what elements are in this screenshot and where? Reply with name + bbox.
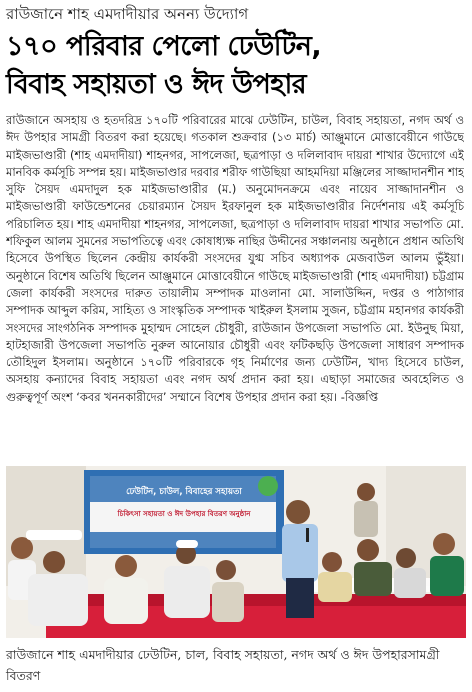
banner-text-1: ঢেউটিন, চাউল, বিবাহের সহায়তা — [126, 487, 242, 497]
article-body: রাউজানে অসহায় ও হতদরিদ্র ১৭০টি পরিবারের মাঝে ঢেউটিন, চাউল, বিবাহ সহায়তা, নগদ অর্থ ও ঈদ উপহার সামগ্রী বিতরণ করা হয়েছে। গতকাল শুক্রবার (১৩ মার্চ) আঞ্জুমানে মোত্তাবেয়ীনে গাউছে মাইজভাণ্ডারী (শাহ এমদাদীয়া) শাহনগর, সাপলেজা, ছত্রপাড়া ও দলিলাবাদ দায়রা শাখার উদ্যোগে এই মানবিক কর্মসূচি সম্পন্ন হয়। মাইজভাণ্ডার দরবার শরীফ গাউছিয়া আহমদিয়া মঞ্জিলের সাজ্জাদানশীন শাহ সুফি সৈয়দ এমদাদুল হক মাইজভাণ্ডারীর (ম.) অনুমোদনক্রমে এবং নায়েব সাজ্জাদানশীন ও মাইজভাণ্ডারী ফাউন্ডেশনের চেয়ারম্যান সৈয়দ ইরফানুল হক মাইজভাণ্ডারীর নির্দেশনায় এই কর্মসূচি পরিচালিত হয়। শাহ এমদাদীয়া শাহনগর, সাপলেজা, ছত্রপাড়া ও দলিলাবাদ দায়রা শাখার সভাপতি মো. শফিকুল আলম সুমনের সভাপতিত্বে এবং কোষাধ্যক্ষ নাছির উদ্দীনের সঞ্চালনায় অনুষ্ঠানে প্রধান অতিথি হিসেবে উপস্থিত ছিলেন কেন্দ্রীয় কার্যকরী সংসদের যুগ্ম সচিব অধ্যাপক মেজবাউল আলম ভুঁইয়া। অনুষ্ঠানে বিশেষ অতিথি ছিলেন আঞ্জুমানে মোত্তাবেয়ীনে গাউছে মাইজভাণ্ডারী (শাহ এমদাদীয়া) চট্টগ্রাম জেলা কার্যকরী সংসদের দারুত তায়ালীম সম্পাদক মাওলানা মো. সালাউদ্দিন, দপ্তর ও পাঠাগার সম্পাদক আব্দুল করিম, সাহিত্য ও সাংস্কৃতিক সম্পাদক খাইরুল ইসলাম সুজন, চট্টগ্রাম মহানগর কার্যকরী সংসদের সাংগঠনিক সম্পাদক মুহাম্মদ সোহেল চৌধুরী, রাউজান উপজেলা সভাপতি মো. ইউনুছ মিয়া, হাটহাজারী উপজেলা সভাপতি নুরুল আনোয়ার চৌধুরী এবং ফটিকছড়ি উপজেলা সাধারণ সম্পাদক তৌহিদুল ইসলাম। অনুষ্ঠানে ১৭০টি পরিবারকে গৃহ নির্মাণের জন্য ঢেউটিন, খাদ্য হিসেবে চাউল, অসহায় কন্যাদের বিবাহ সহায়তা এবং নগদ অর্থ প্রদান করা হয়। এছাড়া সমাজের অবহেলিত ও গুরুত্বপূর্ণ অংশ ‘কবর খননকারীদের’ সম্মানে বিশেষ উপহার প্রদান করা হয়। -বিজ্ঞপ্তি — [6, 113, 464, 404]
headline-line-1: ১৭০ পরিবার পেলো ঢেউটিন, — [6, 31, 322, 62]
article-kicker: রাউজানে শাহ এমদাদীয়ার অনন্য উদ্যোগ — [6, 5, 249, 23]
article-headline — [6, 28, 466, 104]
event-photo — [6, 466, 466, 638]
event-photo-illustration — [6, 466, 466, 638]
headline-line-2: বিবাহ সহায়তা ও ঈদ উপহার — [6, 69, 307, 100]
person-right-standing — [354, 483, 378, 537]
banner-text-2: চিকিৎসা সহায়তা ও ঈদ উপহার বিতরণ অনুষ্ঠান — [117, 510, 251, 518]
photo-caption: রাউজানে শাহ এমদাদীয়ার ঢেউটিন, চাল, বিবাহ সহায়তা, নগদ অর্থ ও ঈদ উপহারসামগ্রী বিতরণ — [6, 647, 440, 683]
